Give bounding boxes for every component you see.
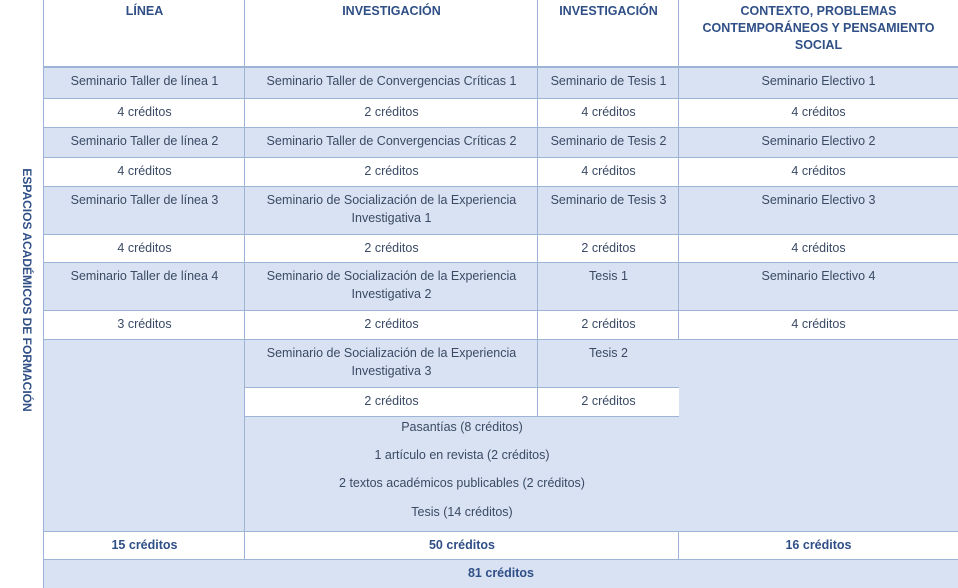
cell-linea-name: Seminario Taller de línea 3 — [44, 186, 245, 234]
cell-investigacion-credits: 2 créditos — [244, 387, 538, 416]
cell-investigacion-credits: 2 créditos — [244, 157, 538, 186]
cell-electivo-credits: 4 créditos — [678, 310, 958, 339]
cell-electivo-name: Seminario Electivo 3 — [678, 186, 958, 234]
cell-electivo-credits: 4 créditos — [678, 234, 958, 262]
cell-linea-name: Seminario Taller de línea 2 — [44, 127, 245, 157]
cell-investigacion-name: Seminario Taller de Convergencias Críticas 1 — [244, 66, 538, 98]
cell-investigacion-name: Seminario Taller de Convergencias Críticas 2 — [244, 127, 538, 157]
cell-electivo-name: Seminario Electivo 2 — [678, 127, 958, 157]
cell-linea-credits: 3 créditos — [44, 310, 245, 339]
pasantias-block — [244, 416, 679, 531]
cell-linea-name: Seminario Taller de línea 4 — [44, 262, 245, 310]
cell-linea-empty — [44, 339, 245, 531]
cell-tesis-credits: 2 créditos — [537, 234, 679, 262]
total-investigacion: 50 créditos — [244, 531, 679, 559]
grand-total: 81 créditos — [44, 559, 958, 588]
cell-tesis-name: Seminario de Tesis 3 — [537, 186, 679, 234]
cell-tesis-credits: 4 créditos — [537, 157, 679, 186]
cell-tesis-name: Seminario de Tesis 1 — [537, 66, 679, 98]
cell-tesis-credits: 4 créditos — [537, 98, 679, 127]
cell-tesis-credits: 2 créditos — [537, 387, 679, 416]
cell-investigacion-credits: 2 créditos — [244, 98, 538, 127]
cell-linea-name: Seminario Taller de línea 1 — [44, 66, 245, 98]
side-label: ESPACIOS ACADÉMICOS DE FORMACIÓN — [20, 168, 34, 412]
cell-contexto-empty — [678, 339, 958, 531]
cell-investigacion-name: Seminario de Socialización de la Experiencia Investigativa 2 — [244, 262, 538, 310]
cell-electivo-name: Seminario Electivo 1 — [678, 66, 958, 98]
cell-investigacion-credits: 2 créditos — [244, 310, 538, 339]
total-contexto: 16 créditos — [678, 531, 958, 559]
pasantias-item: Pasantías (8 créditos) — [401, 420, 523, 434]
header-investigacion-1: INVESTIGACIÓN — [244, 0, 538, 66]
cell-investigacion-name: Seminario de Socialización de la Experiencia Investigativa 3 — [244, 339, 538, 387]
cell-tesis-name: Seminario de Tesis 2 — [537, 127, 679, 157]
cell-tesis-name: Tesis 1 — [537, 262, 679, 310]
pasantias-item: 2 textos académicos publicables (2 créditos) — [339, 476, 585, 490]
cell-tesis-name: Tesis 2 — [537, 339, 679, 387]
cell-electivo-credits: 4 créditos — [678, 98, 958, 127]
cell-investigacion-credits: 2 créditos — [244, 234, 538, 262]
cell-linea-credits: 4 créditos — [44, 234, 245, 262]
header-contexto: CONTEXTO, PROBLEMAS CONTEMPORÁNEOS Y PENSAMIENTO SOCIAL — [678, 0, 958, 66]
cell-electivo-credits: 4 créditos — [678, 157, 958, 186]
pasantias-item: Tesis (14 créditos) — [411, 505, 513, 519]
pasantias-item: 1 artículo en revista (2 créditos) — [374, 448, 550, 462]
cell-electivo-name: Seminario Electivo 4 — [678, 262, 958, 310]
cell-tesis-credits: 2 créditos — [537, 310, 679, 339]
cell-investigacion-name: Seminario de Socialización de la Experiencia Investigativa 1 — [244, 186, 538, 234]
header-linea: LÍNEA — [44, 0, 245, 66]
side-column — [0, 0, 44, 588]
cell-linea-credits: 4 créditos — [44, 98, 245, 127]
total-linea: 15 créditos — [44, 531, 245, 559]
header-investigacion-2: INVESTIGACIÓN — [537, 0, 679, 66]
cell-linea-credits: 4 créditos — [44, 157, 245, 186]
